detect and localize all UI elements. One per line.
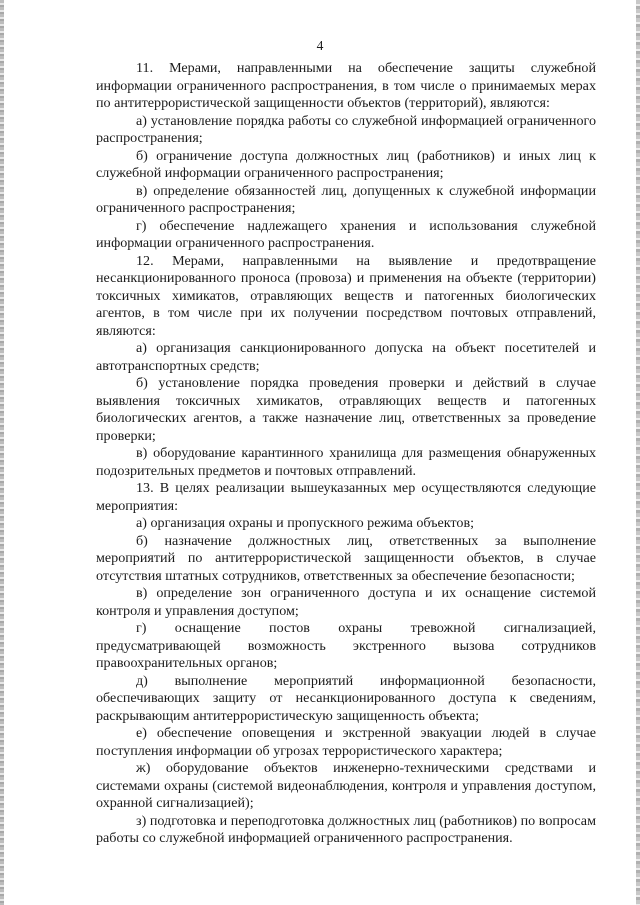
paragraph-12-item-v: в) оборудование карантинного хранилища для размещения обнаруженных подозрительных предметов и почтовых отправлений. — [96, 445, 596, 479]
paragraph-12-item-a: а) организация санкционированного допуска на объект посетителей и автотранспортных средств; — [96, 340, 596, 374]
paragraph-13-item-e: е) обеспечение оповещения и экстренной эвакуации людей в случае поступления информации об угрозах террористического характера; — [96, 725, 596, 759]
paragraph-11-item-a: а) установление порядка работы со служебной информацией ограниченного распространения; — [96, 112, 596, 146]
paragraph-11-item-g: г) обеспечение надлежащего хранения и использования служебной информации ограниченного распространения. — [96, 217, 596, 251]
paragraph-13-item-v: в) определение зон ограниченного доступа и их оснащение системой контроля и управления доступом; — [96, 585, 596, 619]
paragraph-13-item-b: б) назначение должностных лиц, ответственных за выполнение мероприятий по антитеррористической защищенности объектов, в случае отсутствия штатных сотрудников, ответственных за обеспечение безопасности; — [96, 532, 596, 584]
paragraph-12: 12. Мерами, направленными на выявление и предотвращение несанкционированного проноса (провоза) и применения на объекте (территории) токсичных химикатов, отравляющих веществ и патогенных биологических агентов, в том числе при их получении посредством почтовых отправлений, являются: — [96, 252, 596, 339]
paragraph-12-item-b: б) установление порядка проведения проверки и действий в случае выявления токсичных химикатов, отравляющих веществ и патогенных биологических агентов, а также назначение лиц, ответственных за проведение проверки; — [96, 375, 596, 444]
paragraph-13-item-z: з) подготовка и переподготовка должностных лиц (работников) по вопросам работы со служебной информацией ограниченного распространения. — [96, 812, 596, 846]
paragraph-13-item-a: а) организация охраны и пропускного режима объектов; — [136, 515, 475, 531]
paragraph-13-item-zh: ж) оборудование объектов инженерно-техническими средствами и системами охраны (системой видеонаблюдения, контроля и управления доступом, охранной сигнализацией); — [96, 760, 596, 811]
paragraph-11: 11. Мерами, направленными на обеспечение защиты служебной информации ограниченного распространения, в том числе о принимаемых мерах по антитеррористической защищенности объектов (территорий), являются: — [96, 60, 596, 111]
paragraph-13-item-d: д) выполнение мероприятий информационной безопасности, обеспечивающих защиту от несанкционированного доступа к сведениям, раскрывающим антитеррористическую защищенность объекта; — [96, 672, 596, 724]
paragraph-11-item-b: б) ограничение доступа должностных лиц (работников) и иных лиц к служебной информации ограниченного распространения; — [96, 147, 596, 181]
paragraph-13-item-g: г) оснащение постов охраны тревожной сигнализацией, предусматривающей возможность экстренного вызова сотрудников правоохранительных органов; — [96, 620, 596, 671]
paragraph-13: 13. В целях реализации вышеуказанных мер осуществляются следующие мероприятия: — [96, 480, 596, 514]
paragraph-11-item-v: в) определение обязанностей лиц, допущенных к служебной информации ограниченного распространения; — [96, 182, 596, 216]
scan-edge-right — [636, 0, 640, 905]
scan-edge-left — [0, 0, 4, 905]
document-body — [96, 60, 596, 848]
page-number: 4 — [316, 38, 324, 53]
